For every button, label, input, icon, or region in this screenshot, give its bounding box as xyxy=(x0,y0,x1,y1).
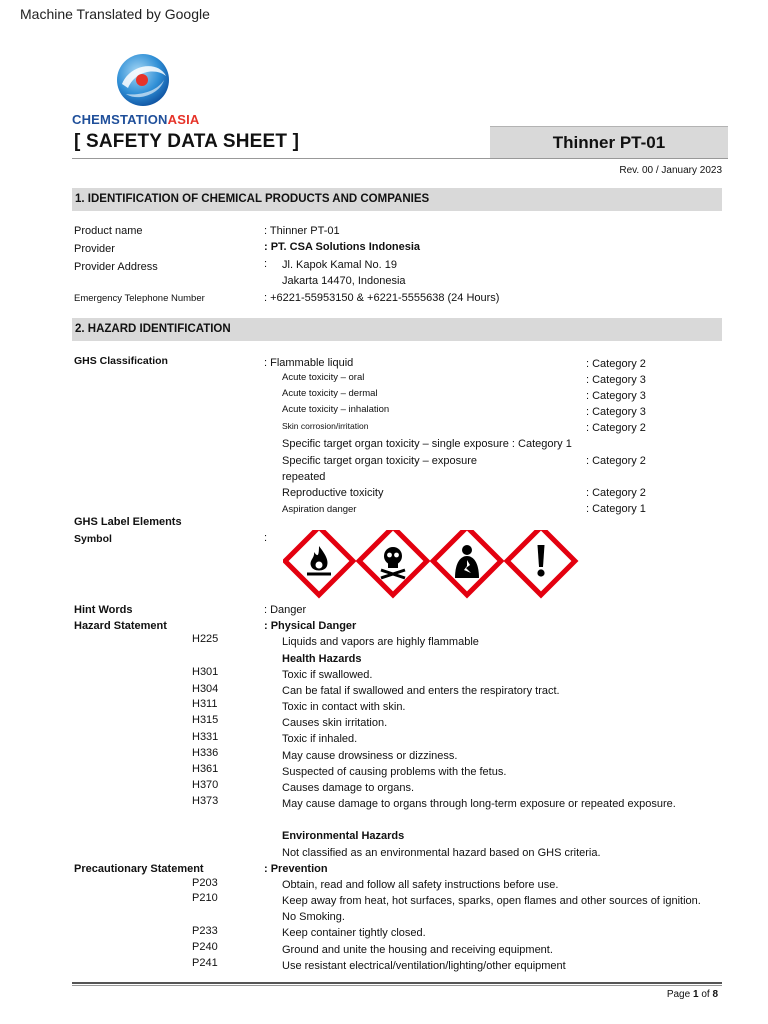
prevention-heading: : Prevention xyxy=(264,863,328,875)
address-line-1: Jl. Kapok Kamal No. 19 xyxy=(282,259,397,271)
classification-name: Specific target organ toxicity – exposure xyxy=(282,455,478,467)
chemstation-globe-icon xyxy=(112,50,174,110)
classification-category: : Category 3 xyxy=(586,406,646,418)
emergency-phone-label: Emergency Telephone Number xyxy=(74,293,205,304)
precaution-code: P210 xyxy=(192,892,218,904)
classification-name: Acute toxicity – dermal xyxy=(282,388,378,399)
provider-label: Provider xyxy=(74,243,115,255)
hint-words-value: : Danger xyxy=(264,604,307,616)
precautionary-statement-label: Precautionary Statement xyxy=(74,863,204,875)
hazard-code: H304 xyxy=(192,683,219,695)
environmental-hazards-text: Not classified as an environmental hazard based on GHS criteria. xyxy=(282,847,601,859)
product-title-box xyxy=(490,126,728,159)
hazard-text: May cause damage to organs through long-term exposure or repeated exposure. xyxy=(282,798,676,810)
hint-words-label: Hint Words xyxy=(74,604,133,616)
classification-category: : Category 1 xyxy=(586,503,646,515)
precaution-code: P233 xyxy=(192,925,218,937)
exclamation-icon xyxy=(507,530,575,595)
document-title: [ SAFETY DATA SHEET ] xyxy=(74,131,300,152)
revision-label: Rev. 00 / January 2023 xyxy=(619,165,722,176)
classification-category: : Category 2 xyxy=(586,358,646,370)
classification-name: Specific target organ toxicity – single exposure : Category 1 xyxy=(282,438,572,450)
classification-category: : Category 3 xyxy=(586,390,646,402)
classification-category: : Category 3 xyxy=(586,374,646,386)
hazard-code: H311 xyxy=(192,698,218,710)
hazard-text: Suspected of causing problems with the fetus. xyxy=(282,766,507,778)
product-name-value: : Thinner PT-01 xyxy=(264,225,340,237)
health-hazards-heading: Health Hazards xyxy=(282,653,362,665)
hazard-code: H315 xyxy=(192,714,219,726)
section-2-heading-bar xyxy=(72,318,722,341)
classification-name: Skin corrosion/irritation xyxy=(282,421,369,431)
hazard-code: H336 xyxy=(192,747,219,759)
precaution-text: No Smoking. xyxy=(282,911,345,923)
classification-name: Aspiration danger xyxy=(282,504,357,515)
precaution-code: P203 xyxy=(192,877,218,889)
section-1-heading-bar xyxy=(72,188,722,211)
ghs-label-elements: GHS Label Elements xyxy=(74,516,182,528)
classification-name: Reproductive toxicity xyxy=(282,487,384,499)
precaution-text: Keep container tightly closed. xyxy=(282,927,426,939)
section-1-heading: 1. IDENTIFICATION OF CHEMICAL PRODUCTS AND COMPANIES xyxy=(75,193,430,205)
product-title: Thinner PT-01 xyxy=(552,133,666,152)
classification-name: Acute toxicity – oral xyxy=(282,372,365,383)
health-hazard-icon xyxy=(433,530,501,595)
footer-divider-thin xyxy=(72,985,722,986)
hazard-code: H225 xyxy=(192,633,219,645)
section-2-heading: 2. HAZARD IDENTIFICATION xyxy=(75,323,231,335)
precaution-code: P240 xyxy=(192,941,218,953)
hazard-text: Can be fatal if swallowed and enters the respiratory tract. xyxy=(282,685,560,697)
precaution-text: Use resistant electrical/ventilation/lighting/other equipment xyxy=(282,960,566,972)
precaution-code: P241 xyxy=(192,957,218,969)
hazard-text: Toxic in contact with skin. xyxy=(282,701,406,713)
classification-category: : Category 2 xyxy=(586,422,646,434)
machine-translated-note: Machine Translated by Google xyxy=(20,6,210,22)
precaution-text: Obtain, read and follow all safety instructions before use. xyxy=(282,879,559,891)
hazard-code: H301 xyxy=(192,666,219,678)
address-line-2: Jakarta 14470, Indonesia xyxy=(282,275,406,287)
provider-address-colon: : xyxy=(264,258,268,270)
skull-crossbones-icon xyxy=(359,530,427,595)
emergency-phone-value: : +6221-55953150 & +6221-5555638 (24 Hours) xyxy=(264,292,500,304)
hazard-statement-label: Hazard Statement xyxy=(74,620,167,632)
ghs-pictogram-row xyxy=(283,530,583,609)
hazard-code: H373 xyxy=(192,795,219,807)
hazard-text: Toxic if swallowed. xyxy=(282,669,373,681)
hazard-text: Causes skin irritation. xyxy=(282,717,388,729)
hazard-text: Toxic if inhaled. xyxy=(282,733,358,745)
title-divider xyxy=(72,158,728,159)
footer-divider xyxy=(72,982,722,984)
symbol-label: Symbol xyxy=(74,533,112,545)
hazard-code: H361 xyxy=(192,763,219,775)
flame-icon xyxy=(285,530,353,595)
ghs-classification-label: GHS Classification xyxy=(74,355,168,367)
physical-danger-heading: : Physical Danger xyxy=(264,620,357,632)
product-name-label: Product name xyxy=(74,225,143,237)
classification-category: : Category 2 xyxy=(586,455,646,467)
hazard-code: H331 xyxy=(192,731,219,743)
company-logo xyxy=(72,50,232,130)
precaution-text: Ground and unite the housing and receiving equipment. xyxy=(282,944,553,956)
provider-value: : PT. CSA Solutions Indonesia xyxy=(264,241,421,253)
symbol-colon: : xyxy=(264,532,268,544)
classification-name: : Flammable liquid xyxy=(264,357,354,369)
hazard-text: Causes damage to organs. xyxy=(282,782,415,794)
hazard-text: May cause drowsiness or dizziness. xyxy=(282,750,458,762)
classification-name: repeated xyxy=(282,471,326,483)
logo-wordmark: CHEMSTATIONASIA xyxy=(72,112,200,127)
hazard-code: H370 xyxy=(192,779,219,791)
hazard-text: Liquids and vapors are highly flammable xyxy=(282,636,479,648)
environmental-hazards-heading: Environmental Hazards xyxy=(282,830,405,842)
classification-category: : Category 2 xyxy=(586,487,646,499)
classification-name: Acute toxicity – inhalation xyxy=(282,404,390,415)
precaution-text: Keep away from heat, hot surfaces, sparks, open flames and other sources of ignition. xyxy=(282,895,701,907)
provider-address-label: Provider Address xyxy=(74,261,158,273)
page-number: Page 1 of 8 xyxy=(666,989,718,1000)
